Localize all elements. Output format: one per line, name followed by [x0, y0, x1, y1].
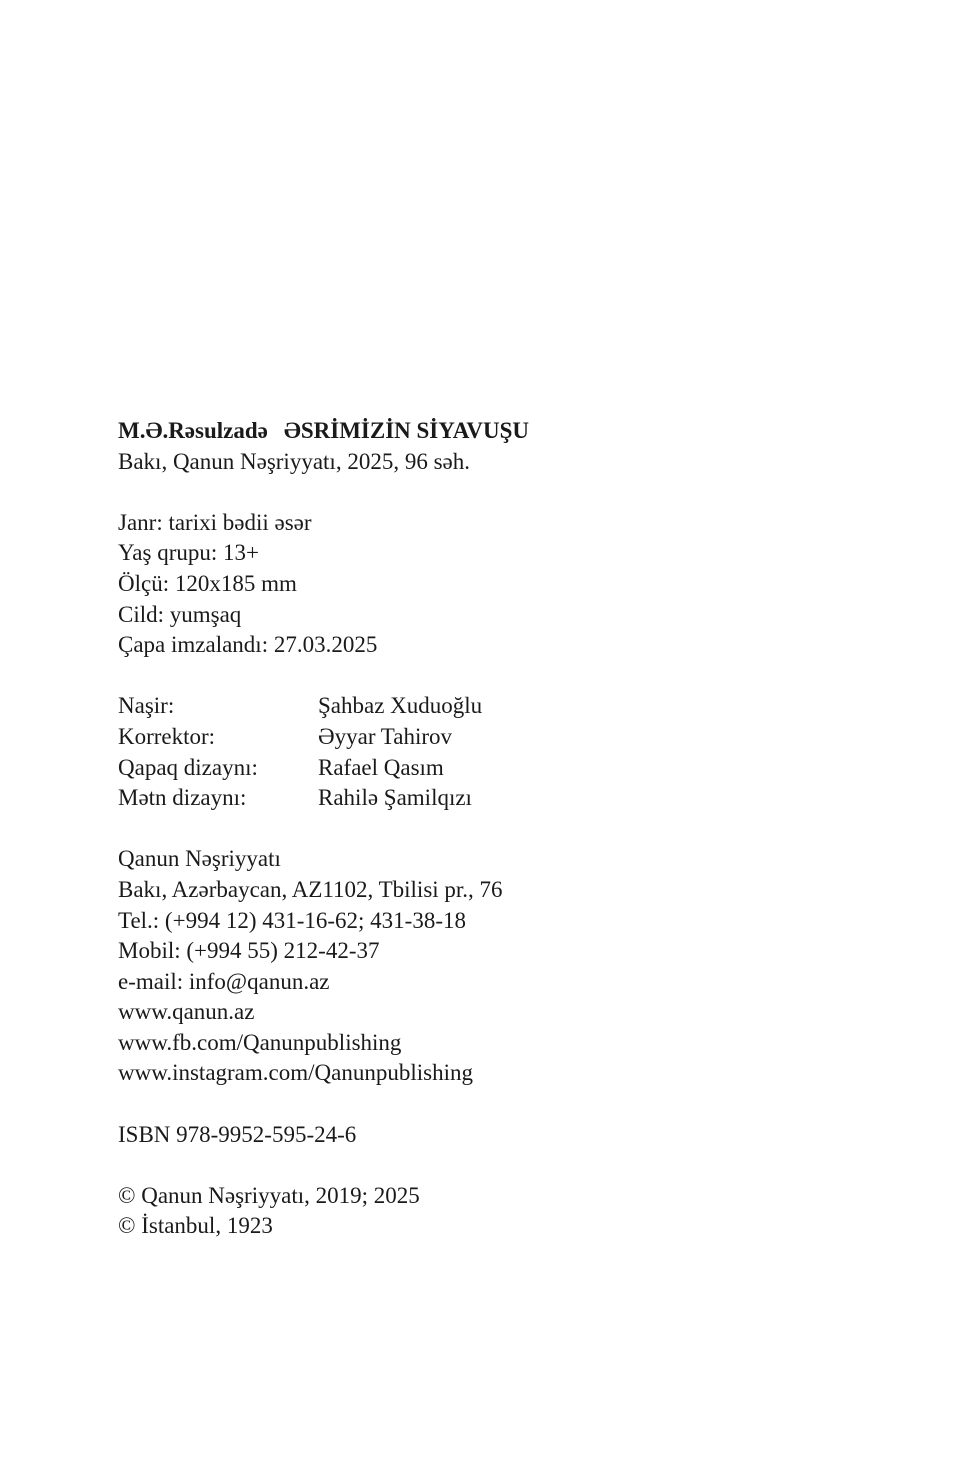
spacer — [118, 1089, 838, 1120]
copyright-block — [118, 1181, 838, 1242]
credit-role: Mətn dizaynı: — [118, 785, 247, 811]
publisher-facebook: www.fb.com/Qanunpublishing — [118, 1029, 402, 1055]
credit-name: Şahbaz Xuduoğlu — [318, 693, 483, 719]
credits-list — [118, 691, 838, 813]
detail-genre: Janr: tarixi bədii əsər — [118, 509, 312, 535]
detail-print-date: Çapa imzalandı: 27.03.2025 — [118, 632, 378, 658]
credit-role: Naşir: — [118, 693, 175, 719]
spacer — [118, 1150, 838, 1181]
credit-name: Rahilə Şamilqızı — [318, 785, 472, 811]
spacer — [118, 814, 838, 845]
copyright-line: © Qanun Nəşriyyatı, 2019; 2025 — [118, 1182, 420, 1208]
publisher-phone: Tel.: (+994 12) 431-16-62; 431-38-18 — [118, 907, 466, 933]
imprint-page — [118, 416, 838, 1242]
author-name: M.Ə.Rəsulzadə — [118, 418, 268, 443]
publisher-website: www.qanun.az — [118, 999, 255, 1025]
detail-age-group: Yaş qrupu: 13+ — [118, 540, 259, 566]
publisher-contacts — [118, 844, 838, 1089]
publisher-email: e-mail: info@qanun.az — [118, 968, 330, 994]
credit-role: Korrektor: — [118, 723, 216, 749]
credit-role: Qapaq dizaynı: — [118, 754, 258, 780]
imprint-line: Bakı, Qanun Nəşriyyatı, 2025, 96 səh. — [118, 448, 470, 474]
publisher-name: Qanun Nəşriyyatı — [118, 846, 281, 872]
copyright-line: © İstanbul, 1923 — [118, 1213, 273, 1239]
credit-row-publisher — [118, 691, 838, 722]
credit-name: Əyyar Tahirov — [318, 723, 453, 749]
credit-row-text-design — [118, 783, 838, 814]
credit-row-proofreader — [118, 722, 838, 753]
publisher-mobile: Mobil: (+994 55) 212-42-37 — [118, 938, 380, 964]
detail-size: Ölçü: 120x185 mm — [118, 570, 297, 596]
isbn: ISBN 978-9952-595-24-6 — [118, 1121, 357, 1147]
credit-name: Rafael Qasım — [318, 754, 444, 780]
publisher-instagram: www.instagram.com/Qanunpublishing — [118, 1060, 473, 1086]
book-heading — [118, 416, 838, 447]
book-details — [118, 508, 838, 661]
detail-binding: Cild: yumşaq — [118, 601, 242, 627]
credit-row-cover-design — [118, 753, 838, 784]
spacer — [118, 477, 838, 508]
book-title: ƏSRİMİZİN SİYAVUŞU — [283, 418, 530, 443]
spacer — [118, 661, 838, 692]
publisher-address: Bakı, Azərbaycan, AZ1102, Tbilisi pr., 76 — [118, 876, 503, 902]
